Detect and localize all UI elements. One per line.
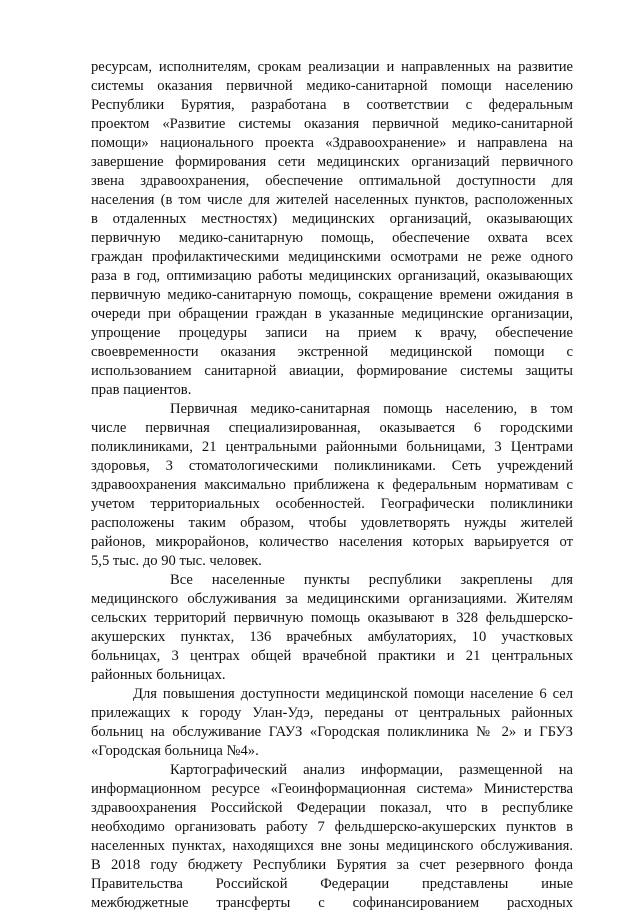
text-line: поликлиниками, 21 центральными районными больницами, 3 Центрами bbox=[91, 439, 573, 455]
text-line: Республики Бурятия, разработана в соответствии с федеральным bbox=[91, 97, 573, 113]
text-line: Первичная медико-санитарная помощь населению, в том bbox=[170, 401, 573, 417]
text-line: граждан профилактическими медицинскими осмотрами не реже одного bbox=[91, 249, 573, 265]
text-line: прав пациентов. bbox=[91, 382, 192, 398]
text-line: раза в год, оптимизацию работы медицинских организаций, оказывающих bbox=[91, 268, 573, 284]
text-line: системы оказания первичной медико-санитарной помощи населению bbox=[91, 78, 573, 94]
text-line: сельских территорий первичную помощь оказывают в 328 фельдшерско- bbox=[91, 610, 573, 626]
text-line: расположены таким образом, чтобы удовлетворять нужды жителей bbox=[91, 515, 573, 531]
text-line: числе первичная специализированная, оказывается 6 городскими bbox=[91, 420, 573, 436]
text-line: завершение формирования сети медицинских организаций первичного bbox=[91, 154, 573, 170]
text-line: больниц на обслуживание ГАУЗ «Городская поликлиника № 2» и ГБУЗ bbox=[91, 724, 573, 740]
text-line: Правительства Российской Федерации представлены иные bbox=[91, 876, 573, 892]
text-line: в отдаленных местностях) медицинских организаций, оказывающих bbox=[91, 211, 573, 227]
text-line: помощи» национального проекта «Здравоохранение» и направлена на bbox=[91, 135, 573, 151]
text-line: информационном ресурсе «Геоинформационная система» Министерства bbox=[91, 781, 573, 797]
text-line: необходимо организовать работу 7 фельдшерско-акушерских пунктов в bbox=[91, 819, 573, 835]
text-line: населения (в том числе для жителей населенных пунктов, расположенных bbox=[91, 192, 573, 208]
text-line: межбюджетные трансферты с софинансированием расходных bbox=[91, 895, 573, 911]
text-line: здравоохранения максимально приближена к федеральным нормативам с bbox=[91, 477, 573, 493]
text-line: использованием санитарной авиации, формирование системы защиты bbox=[91, 363, 573, 379]
text-line: акушерских пунктах, 136 врачебных амбулаториях, 10 участковых bbox=[91, 629, 573, 645]
text-line: Для повышения доступности медицинской помощи население 6 сел bbox=[133, 686, 573, 702]
text-line: ресурсам, исполнителям, срокам реализации и направленных на развитие bbox=[91, 59, 573, 75]
text-line: звена здравоохранения, обеспечение оптимальной доступности для bbox=[91, 173, 573, 189]
text-line: проектом «Развитие системы оказания первичной медико-санитарной bbox=[91, 116, 573, 132]
text-line: медицинского обслуживания за медицинскими организациями. Жителям bbox=[91, 591, 573, 607]
text-line: здоровья, 3 стоматологическими поликлиниками. Сеть учреждений bbox=[91, 458, 573, 474]
text-line: первичную медико-санитарную помощь, сокращение времени ожидания в bbox=[91, 287, 573, 303]
text-line: Все населенные пункты республики закреплены для bbox=[170, 572, 573, 588]
text-line: прилежащих к городу Улан-Удэ, переданы от центральных районных bbox=[91, 705, 573, 721]
text-line: своевременности оказания экстренной медицинской помощи с bbox=[91, 344, 573, 360]
text-line: населенных пунктах, находящихся вне зоны медицинского обслуживания. bbox=[91, 838, 573, 854]
text-line: первичную медико-санитарную помощь, обеспечение охвата всех bbox=[91, 230, 573, 246]
text-line: районов, микрорайонов, количество населения которых варьируется от bbox=[91, 534, 573, 550]
text-line: больницах, 3 центрах общей врачебной практики и 21 центральных bbox=[91, 648, 573, 664]
text-line: 5,5 тыс. до 90 тыс. человек. bbox=[91, 553, 262, 569]
text-line: «Городская больница №4». bbox=[91, 743, 259, 759]
text-line: учетом территориальных особенностей. Географически поликлиники bbox=[91, 496, 573, 512]
text-line: районных больницах. bbox=[91, 667, 226, 683]
text-line: здравоохранения Российской Федерации показал, что в республике bbox=[91, 800, 573, 816]
text-line: В 2018 году бюджету Республики Бурятия за счет резервного фонда bbox=[91, 857, 573, 873]
text-line: Картографический анализ информации, размещенной на bbox=[170, 762, 573, 778]
text-line: упрощение процедуры записи на прием к врачу, обеспечение bbox=[91, 325, 573, 341]
text-line: очереди при обращении граждан в указанные медицинские организации, bbox=[91, 306, 573, 322]
document-body bbox=[91, 58, 573, 913]
